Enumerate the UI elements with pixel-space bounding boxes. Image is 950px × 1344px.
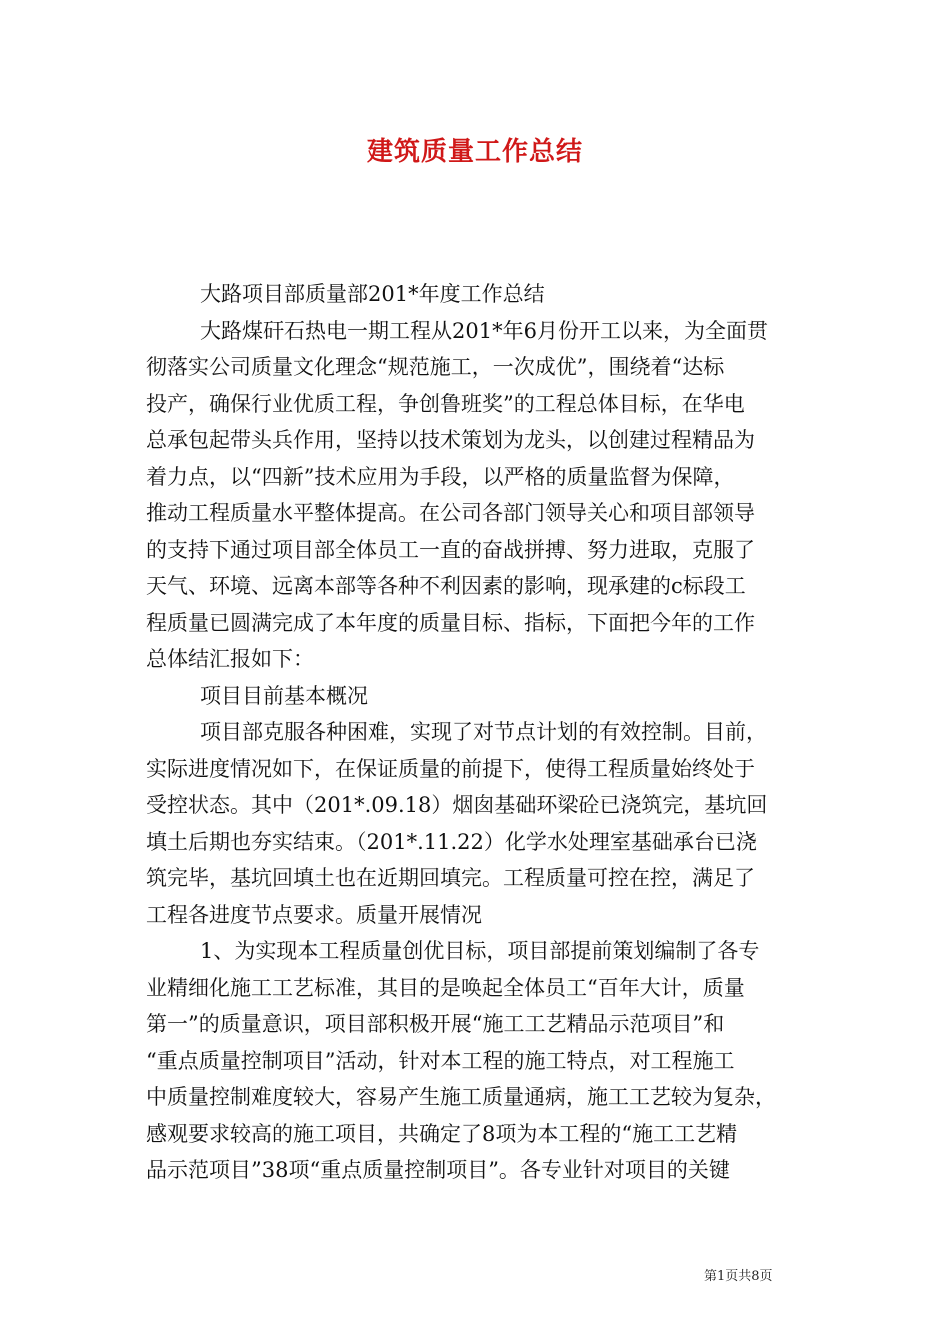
paragraph-line: 品示范项目”38项“重点质量控制项目”。各专业针对项目的关键: [146, 1158, 730, 1182]
paragraph-line: 项目部克服各种困难，实现了对节点计划的有效控制。目前，: [200, 720, 767, 744]
paragraph-line: 工程各进度节点要求。质量开展情况: [146, 902, 482, 927]
document-title: 建筑质量工作总结: [366, 137, 583, 167]
paragraph-line: 的支持下通过项目部全体员工一直的奋战拼搏、努力进取，克服了: [146, 537, 755, 562]
page-number: 第1页共8页: [704, 1269, 773, 1284]
subtitle-line: 大路项目部质量部201*年度工作总结: [200, 282, 545, 306]
paragraph-line: 大路煤矸石热电一期工程从201*年6月份开工以来，为全面贯: [200, 318, 768, 343]
paragraph-line: 筑完毕，基坑回填土也在近期回填完。工程质量可控在控，满足了: [146, 866, 755, 890]
document-body: [146, 276, 806, 1189]
paragraph-line: 中质量控制难度较大，容易产生施工质量通病，施工工艺较为复杂，: [146, 1085, 776, 1109]
paragraph-line: 填土后期也夯实结束。（201*.11.22）化学水处理室基础承台已浇: [146, 829, 757, 854]
paragraph-line: 业精细化施工工艺标准，其目的是唤起全体员工“百年大计，质量: [146, 975, 745, 1000]
paragraph-line: 投产，确保行业优质工程，争创鲁班奖”的工程总体目标，在华电: [146, 391, 745, 416]
paragraph-line: 感观要求较高的施工项目，共确定了8项为本工程的“施工工艺精: [146, 1121, 738, 1146]
paragraph-line: 1、为实现本工程质量创优目标，项目部提前策划编制了各专: [200, 939, 760, 963]
paragraph-line: 天气、环境、远离本部等各种不利因素的影响，现承建的c标段工: [146, 574, 746, 598]
paragraph-line: 程质量已圆满完成了本年度的质量目标、指标，下面把今年的工作: [146, 610, 755, 635]
paragraph-line: 彻落实公司质量文化理念“规范施工，一次成优”，围绕着“达标: [146, 355, 725, 379]
paragraph-line: 总承包起带头兵作用，坚持以技术策划为龙头，以创建过程精品为: [146, 428, 755, 452]
paragraph-line: “重点质量控制项目”活动，针对本工程的施工特点，对工程施工: [146, 1048, 735, 1073]
section-heading: 项目目前基本概况: [200, 683, 368, 708]
paragraph-line: 受控状态。其中（201*.09.18）烟囱基础环梁砼已浇筑完，基坑回: [146, 793, 768, 817]
paragraph-line: 总体结汇报如下：: [146, 647, 314, 671]
paragraph-line: 实际进度情况如下，在保证质量的前提下，使得工程质量始终处于: [146, 756, 755, 781]
paragraph-line: 着力点，以“四新”技术应用为手段，以严格的质量监督为保障，: [146, 464, 735, 489]
paragraph-line: 推动工程质量水平整体提高。在公司各部门领导关心和项目部领导: [146, 501, 755, 525]
paragraph-line: 第一”的质量意识，项目部积极开展“施工工艺精品示范项目”和: [146, 1012, 725, 1036]
